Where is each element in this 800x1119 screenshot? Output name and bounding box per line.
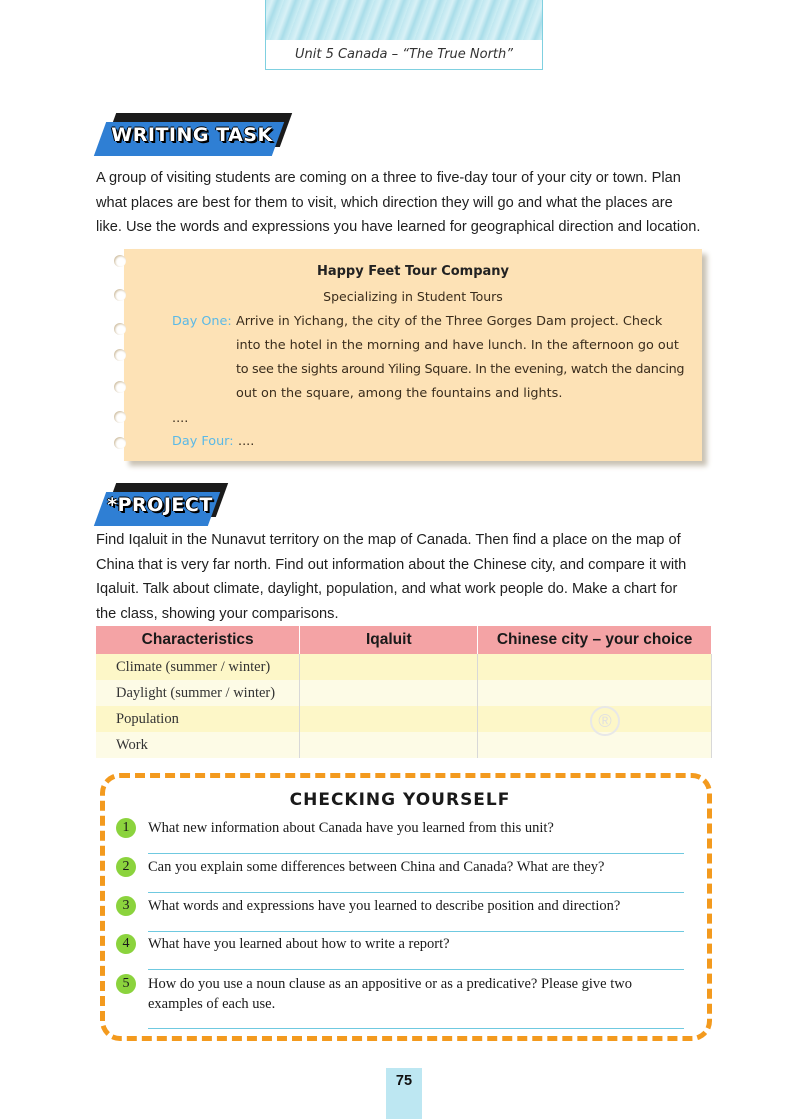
answer-line[interactable] (148, 892, 684, 893)
iqaluit-cell[interactable] (300, 732, 478, 758)
project-badge-label: *PROJECT (107, 494, 213, 516)
unit-header (265, 0, 543, 70)
question-number: 4 (116, 934, 136, 954)
tour-itinerary-card (124, 249, 702, 461)
header-characteristics: Characteristics (96, 626, 300, 654)
page-number: 75 (386, 1068, 422, 1119)
writing-task-line: what places are best for them to visit, which direction they will go and what the places are (96, 194, 673, 211)
row-label: Climate (summer / winter) (96, 654, 300, 680)
project-line: China that is very far north. Find out information about the Chinese city, and compare it with (96, 556, 687, 573)
day-one-label: Day One: (172, 314, 232, 329)
day-one-line: Arrive in Yichang, the city of the Three Gorges Dam project. Check (236, 314, 663, 329)
question-number: 3 (116, 896, 136, 916)
header-chinese-city: Chinese city – your choice (478, 626, 712, 654)
project-line: the class, showing your comparisons. (96, 605, 339, 622)
question-line: examples of each use. (148, 996, 276, 1012)
writing-task-text (96, 166, 716, 240)
question-text: What words and expressions have you learned to describe position and direction? (148, 898, 621, 914)
question-number: 5 (116, 974, 136, 994)
table-header-row (96, 626, 712, 654)
question-number: 1 (116, 818, 136, 838)
day-one-line: into the hotel in the morning and have lunch. In the afternoon go out (236, 338, 679, 353)
day-four-label: Day Four: (172, 434, 234, 449)
writing-task-badge (100, 118, 278, 156)
chinese-city-cell[interactable] (478, 680, 712, 706)
writing-task-line: A group of visiting students are coming on a three to five-day tour of your city or town. Plan (96, 170, 681, 186)
row-label: Daylight (summer / winter) (96, 680, 300, 706)
table-row (96, 732, 712, 758)
project-badge (100, 488, 214, 526)
checking-yourself-title: CHECKING YOURSELF (289, 790, 511, 810)
project-line: Find Iqaluit in the Nunavut territory on the map of Canada. Then find a place on the map of (96, 532, 681, 548)
iqaluit-cell[interactable] (300, 654, 478, 680)
chinese-city-cell[interactable] (478, 654, 712, 680)
writing-task-badge-label: WRITING TASK (111, 124, 273, 146)
answer-line[interactable] (148, 853, 684, 854)
answer-line[interactable] (148, 969, 684, 970)
iqaluit-cell[interactable] (300, 706, 478, 732)
table-row (96, 680, 712, 706)
question-text: What new information about Canada have you learned from this unit? (148, 820, 554, 836)
unit-title: Unit 5 Canada – “The True North” (294, 47, 514, 62)
tour-company-name: Happy Feet Tour Company (316, 264, 510, 279)
day-four-text: .... (238, 434, 255, 449)
header-decoration (266, 0, 542, 40)
header-iqaluit: Iqaluit (300, 626, 478, 654)
ellipsis: .... (172, 411, 189, 426)
day-one-line: out on the square, among the fountains and lights. (236, 386, 563, 401)
tour-company-tagline: Specializing in Student Tours (323, 289, 503, 304)
table-row (96, 654, 712, 680)
day-one-line: to see the sights around Yiling Square. In the evening, watch the dancing (236, 362, 685, 377)
answer-line[interactable] (148, 931, 684, 932)
answer-line[interactable] (148, 1028, 684, 1029)
project-text (96, 528, 716, 626)
project-line: Iqaluit. Talk about climate, daylight, population, and what work people do. Make a chart for (96, 581, 678, 597)
row-label: Population (96, 706, 300, 732)
chinese-city-cell[interactable] (478, 732, 712, 758)
question-number: 2 (116, 857, 136, 877)
question-text: What have you learned about how to write a report? (148, 936, 450, 952)
comparison-table (96, 626, 712, 758)
registered-watermark: ® (590, 706, 620, 736)
iqaluit-cell[interactable] (300, 680, 478, 706)
question-line: How do you use a noun clause as an appositive or as a predicative? Please give two (148, 976, 632, 992)
question-text (148, 974, 696, 1014)
question-text: Can you explain some differences between China and Canada? What are they? (148, 859, 605, 875)
row-label: Work (96, 732, 300, 758)
writing-task-line: like. Use the words and expressions you have learned for geographical direction and location. (96, 219, 701, 235)
